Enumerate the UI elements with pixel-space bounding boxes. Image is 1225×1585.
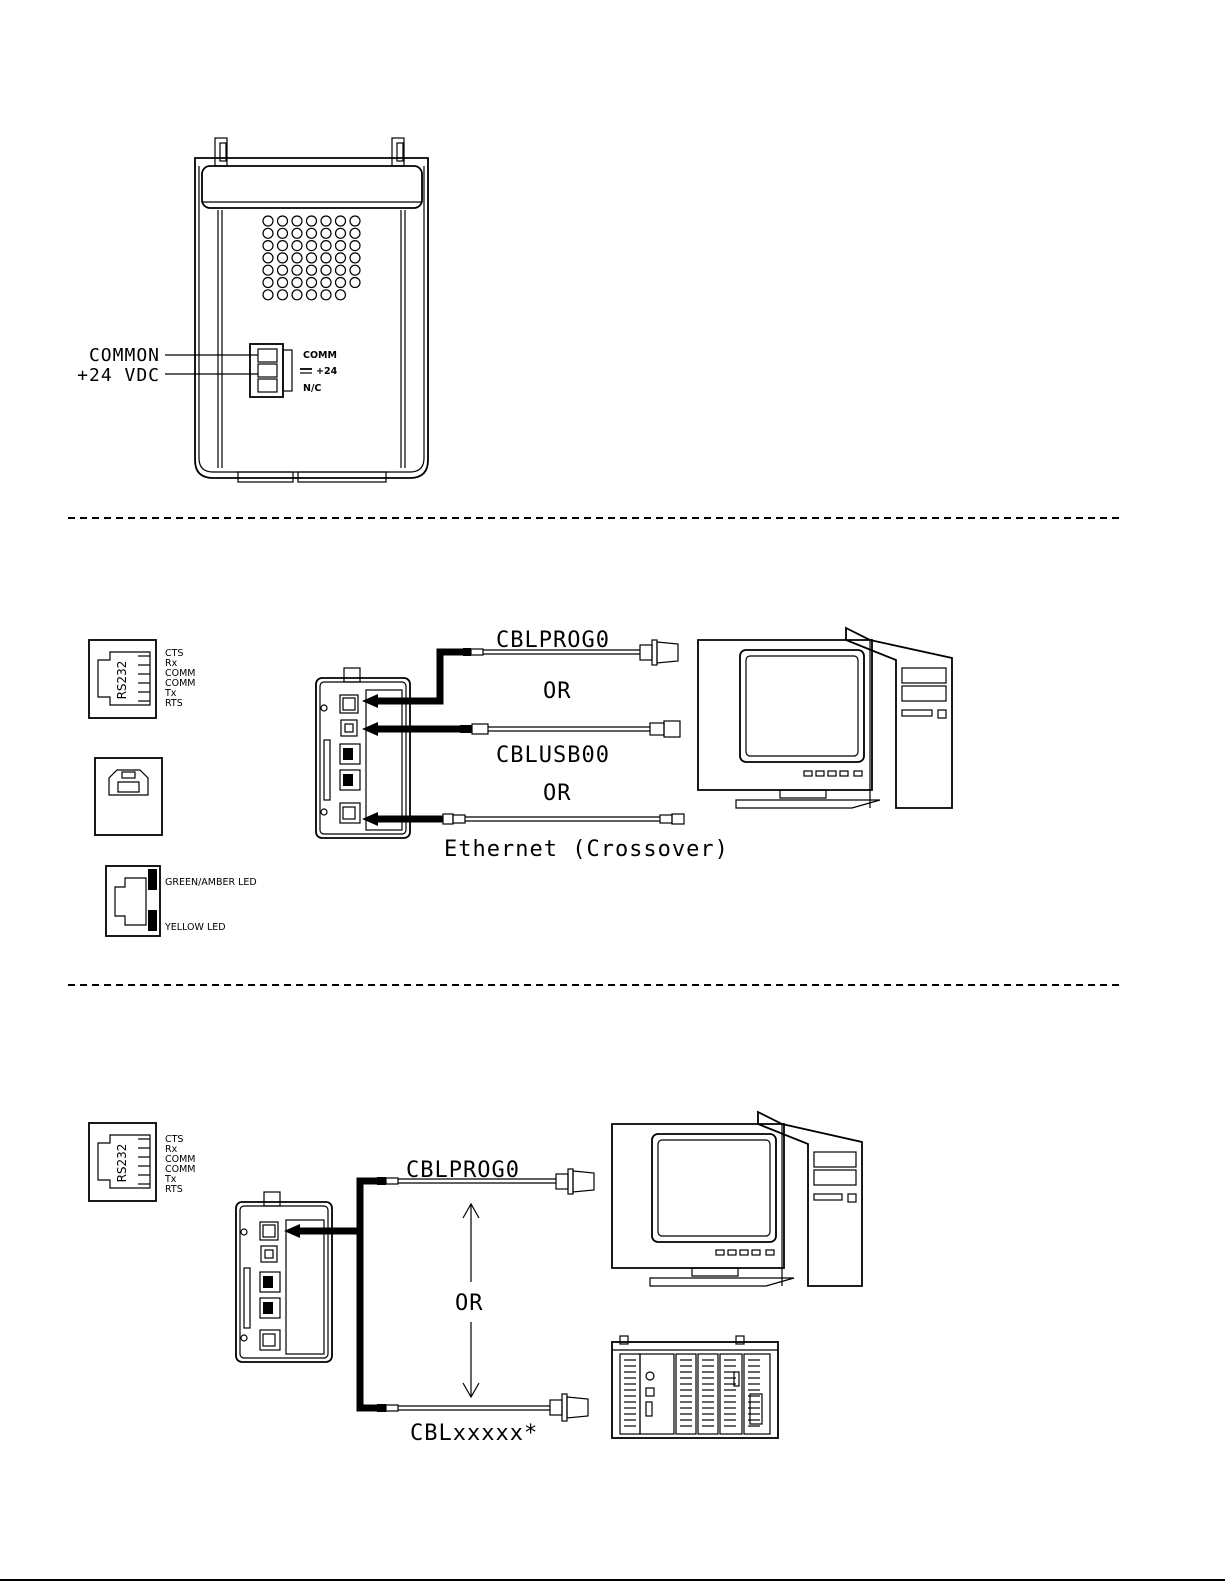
vent-hole xyxy=(336,265,346,275)
cable-label-cblprog0: CBLPROG0 xyxy=(496,628,610,653)
vent-hole xyxy=(278,216,288,226)
rs232-port-symbol xyxy=(89,640,156,718)
cable-label-cblprog0-2: CBLPROG0 xyxy=(406,1158,520,1183)
power-section xyxy=(77,138,428,482)
vent-hole xyxy=(321,216,331,226)
or-label-3: OR xyxy=(455,1291,484,1316)
vent-hole xyxy=(278,265,288,275)
vent-hole xyxy=(321,265,331,275)
serial-arrow xyxy=(372,652,466,701)
rs232-port-symbol-2 xyxy=(89,1123,156,1201)
vent-hole xyxy=(350,216,360,226)
vent-hole xyxy=(263,253,273,263)
cable-label-ethernet: Ethernet (Crossover) xyxy=(444,837,729,862)
rs232-label: RS232 xyxy=(115,660,129,700)
serial-bracket xyxy=(360,1181,382,1408)
rs232-pin-rx-2: Rx xyxy=(165,1144,178,1155)
vent-hole xyxy=(336,228,346,238)
vent-hole xyxy=(321,290,331,300)
vent-hole xyxy=(336,253,346,263)
vent-hole xyxy=(350,265,360,275)
rs232-pin-comm-1: COMM xyxy=(165,668,196,679)
vent-hole xyxy=(292,241,302,251)
vent-hole xyxy=(321,253,331,263)
plc-detail-lines xyxy=(624,1360,760,1426)
rs232-pin-rts: RTS xyxy=(165,698,183,709)
vent-hole xyxy=(278,241,288,251)
vent-hole xyxy=(350,241,360,251)
vent-hole xyxy=(263,265,273,275)
rs232-pin-tx: Tx xyxy=(165,688,177,699)
or-label-2: OR xyxy=(543,781,572,806)
ethernet-cable xyxy=(443,814,684,824)
or-label-1: OR xyxy=(543,679,572,704)
device-front-view xyxy=(316,668,410,838)
vent-holes xyxy=(263,216,360,300)
vent-hole xyxy=(292,228,302,238)
vent-hole xyxy=(292,290,302,300)
plus24-label: +24 VDC xyxy=(77,365,160,386)
vent-hole xyxy=(292,265,302,275)
programming-section xyxy=(89,628,952,936)
vent-hole xyxy=(307,216,317,226)
terminal-nc-label: N/C xyxy=(303,383,322,394)
rs232-pin-comm-2-2: COMM xyxy=(165,1164,196,1175)
rs232-pin-cts-2: CTS xyxy=(165,1134,184,1145)
rs232-pin-cts: CTS xyxy=(165,648,184,659)
cable-label-cblxxxxx: CBLxxxxx* xyxy=(410,1421,539,1446)
cable-label-cblusb00: CBLUSB00 xyxy=(496,743,610,768)
pc-computer-2 xyxy=(612,1112,862,1286)
plc-rack xyxy=(612,1336,778,1438)
rs232-pin-rts-2: RTS xyxy=(165,1184,183,1195)
vent-hole xyxy=(307,278,317,288)
vent-hole xyxy=(321,278,331,288)
terminal-plus24-label: +24 xyxy=(316,366,338,377)
plc-serial-cable xyxy=(377,1394,588,1421)
vent-hole xyxy=(292,278,302,288)
vent-hole xyxy=(321,241,331,251)
vent-hole xyxy=(307,241,317,251)
vent-hole xyxy=(278,253,288,263)
vent-hole xyxy=(307,265,317,275)
vent-hole xyxy=(278,290,288,300)
device-front-view-2 xyxy=(236,1192,332,1362)
vent-hole xyxy=(263,216,273,226)
vent-hole xyxy=(321,228,331,238)
vent-hole xyxy=(350,253,360,263)
rs232-pin-rx: Rx xyxy=(165,658,178,669)
rs232-pin-tx-2: Tx xyxy=(165,1174,177,1185)
vent-hole xyxy=(336,241,346,251)
led-yellow-label: YELLOW LED xyxy=(165,922,226,933)
vent-hole xyxy=(307,290,317,300)
rs232-pin-comm-1-2: COMM xyxy=(165,1154,196,1165)
device-back-view xyxy=(195,138,428,482)
vent-hole xyxy=(350,228,360,238)
vent-hole xyxy=(263,290,273,300)
pc-computer-1 xyxy=(698,628,952,808)
common-label: COMMON xyxy=(88,345,160,366)
vent-hole xyxy=(350,278,360,288)
vent-hole xyxy=(263,241,273,251)
vent-hole xyxy=(336,216,346,226)
vent-hole xyxy=(336,290,346,300)
vent-hole xyxy=(307,228,317,238)
vent-hole xyxy=(292,216,302,226)
vent-hole xyxy=(278,278,288,288)
vent-hole xyxy=(336,278,346,288)
vent-hole xyxy=(307,253,317,263)
vent-hole xyxy=(292,253,302,263)
rs232-label-2: RS232 xyxy=(115,1143,129,1183)
vent-hole xyxy=(263,278,273,288)
ethernet-port-symbol xyxy=(106,866,160,936)
led-green-amber-label: GREEN/AMBER LED xyxy=(165,877,257,888)
vent-hole xyxy=(278,228,288,238)
terminal-comm-label: COMM xyxy=(303,350,337,361)
vent-hole xyxy=(263,228,273,238)
rs232-pin-comm-2: COMM xyxy=(165,678,196,689)
usb-cable xyxy=(460,721,680,737)
usb-port-symbol xyxy=(95,758,162,835)
serial-section xyxy=(89,1112,862,1446)
